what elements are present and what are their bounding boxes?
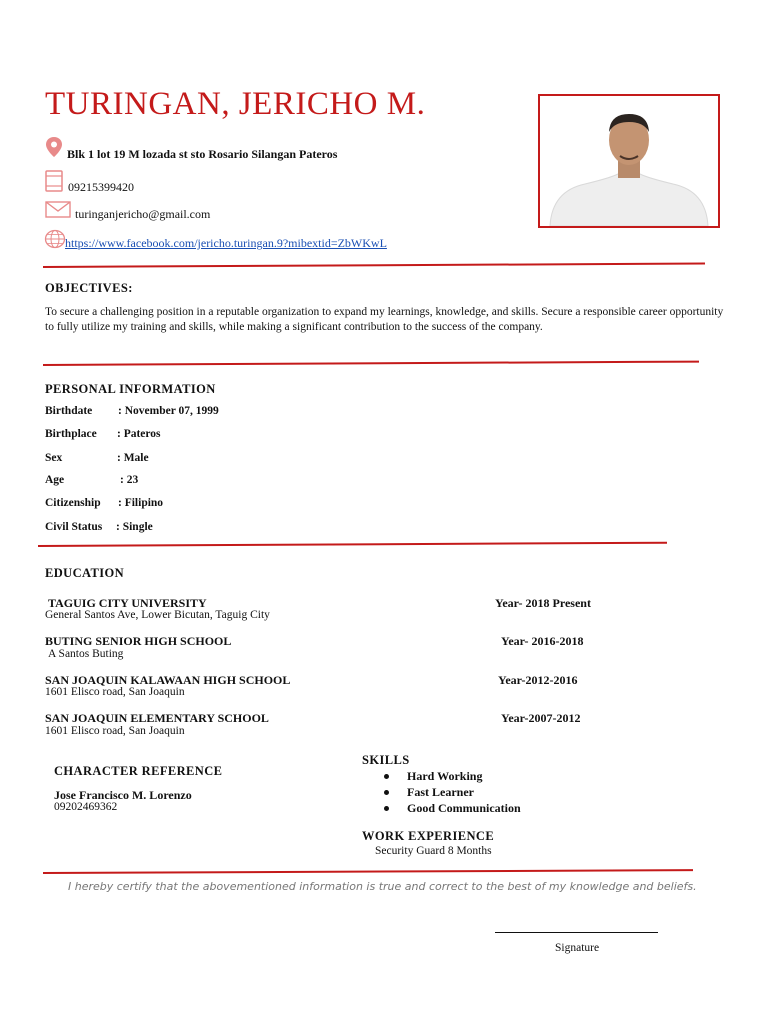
divider-objectives xyxy=(43,361,699,366)
location-pin-icon xyxy=(44,136,64,158)
birthplace-value: : Pateros xyxy=(117,428,161,440)
certification-text: I hereby certify that the abovementioned information is true and correct to the best of my knowledge and beliefs. xyxy=(68,880,697,893)
school-year: Year-2007-2012 xyxy=(501,711,581,725)
profile-photo xyxy=(538,94,720,228)
citizenship-label: Citizenship xyxy=(45,497,101,509)
citizenship-value: : Filipino xyxy=(118,497,164,509)
education-heading: EDUCATION xyxy=(45,566,125,580)
school-address: 1601 Elisco road, San Joaquin xyxy=(45,686,185,698)
school-address: General Santos Ave, Lower Bicutan, Taguig City xyxy=(45,609,270,621)
school-name: BUTING SENIOR HIGH SCHOOL xyxy=(45,634,232,648)
applicant-name: TURINGAN, JERICHO M. xyxy=(45,86,426,122)
globe-icon xyxy=(44,229,66,249)
divider-header xyxy=(43,263,705,268)
civil-status-label: Civil Status xyxy=(45,521,103,533)
email-text[interactable]: turinganjericho@gmail.com xyxy=(75,207,211,221)
personal-info-heading: PERSONAL INFORMATION xyxy=(45,382,216,396)
signature-label: Signature xyxy=(555,942,600,954)
reference-phone: 09202469362 xyxy=(54,801,118,813)
mail-icon xyxy=(45,201,71,218)
bullet-icon xyxy=(384,806,389,811)
sex-value: : Male xyxy=(117,452,149,464)
birthdate-value: : November 07, 1999 xyxy=(118,405,219,417)
bullet-icon xyxy=(384,790,389,795)
reference-heading: CHARACTER REFERENCE xyxy=(54,764,223,778)
school-year: Year- 2018 Present xyxy=(495,596,591,610)
bullet-icon xyxy=(384,774,389,779)
divider-personal xyxy=(38,542,667,547)
birthplace-label: Birthplace xyxy=(45,428,97,440)
school-address: A Santos Buting xyxy=(48,648,124,660)
school-name: SAN JOAQUIN ELEMENTARY SCHOOL xyxy=(45,711,269,725)
skill-label: Good Communication xyxy=(407,801,521,815)
skills-heading: SKILLS xyxy=(362,753,410,767)
skill-item xyxy=(384,769,482,784)
school-year: Year- 2016-2018 xyxy=(501,634,584,648)
objectives-heading: OBJECTIVES: xyxy=(45,281,133,295)
school-address: 1601 Elisco road, San Joaquin xyxy=(45,725,185,737)
objectives-text: To secure a challenging position in a reputable organization to expand my learnings, knowledge, and skills. Secure a responsible career opportunity to fully utilize my training and skills, while making a significant contribution to the success of the company. xyxy=(45,306,724,333)
divider-footer xyxy=(43,869,693,874)
birthdate-label: Birthdate xyxy=(45,405,93,417)
skill-label: Fast Learner xyxy=(407,785,474,799)
age-label: Age xyxy=(45,474,65,486)
work-text: Security Guard 8 Months xyxy=(375,845,492,857)
skill-label: Hard Working xyxy=(407,769,483,783)
civil-status-value: : Single xyxy=(116,521,153,533)
age-value: : 23 xyxy=(120,474,139,486)
phone-icon xyxy=(45,170,63,192)
skill-item xyxy=(384,801,521,816)
sex-label: Sex xyxy=(45,452,63,464)
school-year: Year-2012-2016 xyxy=(498,673,578,687)
school-name: SAN JOAQUIN KALAWAAN HIGH SCHOOL xyxy=(45,673,291,687)
address-text: Blk 1 lot 19 M lozada st sto Rosario Silangan Pateros xyxy=(67,147,338,161)
signature-line xyxy=(495,932,658,933)
school-name: TAGUIG CITY UNIVERSITY xyxy=(48,596,207,610)
reference-name: Jose Francisco M. Lorenzo xyxy=(54,788,192,802)
skill-item xyxy=(384,785,474,800)
phone-text: 09215399420 xyxy=(68,180,134,194)
profile-photo-image xyxy=(540,96,718,226)
facebook-link[interactable]: https://www.facebook.com/jericho.turingan.9?mibextid=ZbWKwL xyxy=(65,236,387,250)
work-heading: WORK EXPERIENCE xyxy=(362,829,495,843)
